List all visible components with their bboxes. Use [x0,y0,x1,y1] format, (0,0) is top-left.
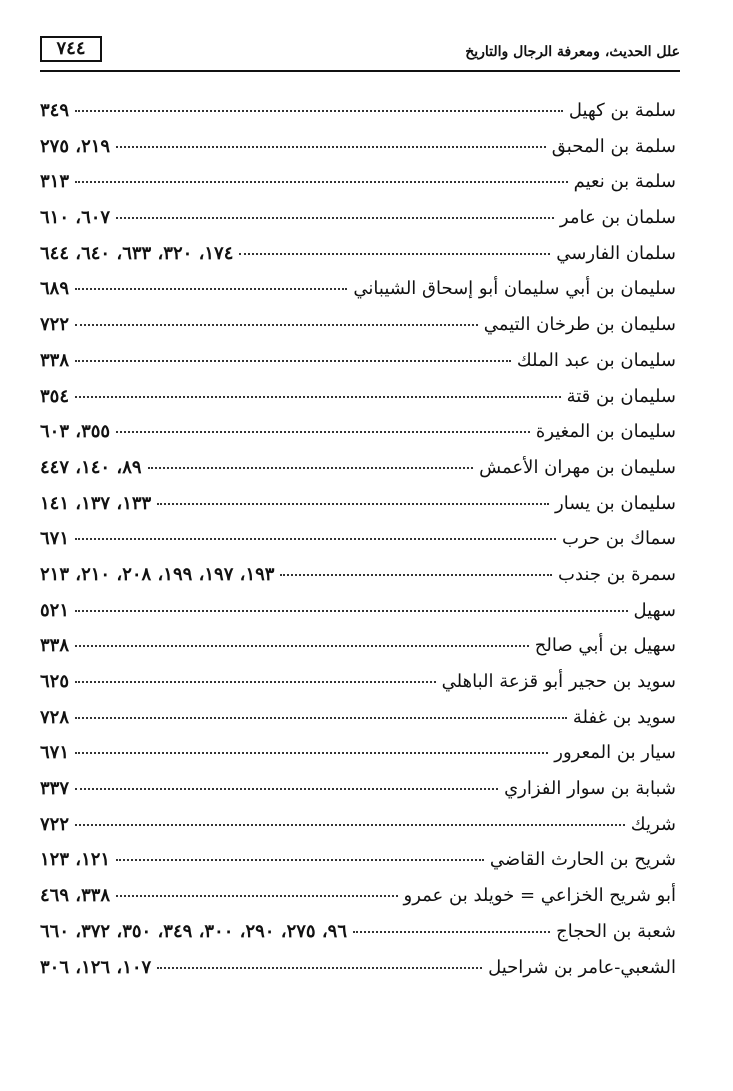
entry-name: سلمة بن نعيم [573,171,676,193]
entry-page-numbers: ٦٢٥ [40,671,70,692]
index-entry [40,814,676,850]
entry-page-numbers: ٣٥٥، ٦٠٣ [40,421,111,443]
entry-page-numbers: ١٣٣، ١٣٧، ١٤١ [40,492,152,514]
dot-leader [116,431,530,433]
index-entry [40,564,676,600]
index-entry [40,885,676,921]
dot-leader [75,360,511,362]
entry-name: سماك بن حرب [562,528,676,550]
entry-page-numbers: ٣٣٨ [40,635,70,657]
index-entry [40,100,676,136]
entry-page-numbers: ٧٢٨ [40,706,70,728]
dot-leader [75,110,563,112]
entry-name: سليمان بن طرخان التيمي [483,314,676,336]
entry-name: سمرة بن جندب [558,563,676,585]
dot-leader [75,396,561,398]
entry-name: سليمان بن عبد الملك [516,349,676,371]
entry-name: سليمان بن مهران الأعمش [479,456,676,478]
entry-name: سلمان بن عامر [559,207,676,229]
entry-name: شريح بن الحارث القاضي [489,849,676,871]
index-entry [40,386,676,422]
index-entry [40,600,676,636]
entry-name: سلمان الفارسي [556,242,676,264]
index-entry [40,136,676,172]
entry-name: سويد بن حجير أبو قزعة الباهلي [441,671,676,692]
entry-name: شريك [630,813,676,835]
index-entries [40,100,676,992]
entry-name: أبو شريح الخزاعي = خويلد بن عمرو [403,885,676,907]
index-entry [40,742,676,778]
dot-leader [280,574,552,576]
index-entry [40,314,676,350]
entry-name: سليمان بن يسار [555,492,676,514]
dot-leader [116,217,554,219]
index-entry [40,849,676,885]
page-header [40,30,680,66]
entry-page-numbers: ٣٣٨، ٤٦٩ [40,885,111,907]
entry-page-numbers: ٦٧١ [40,528,70,550]
dot-leader [75,645,529,647]
entry-name: سيار بن المعرور [554,742,676,764]
entry-name: سليمان بن أبي سليمان أبو إسحاق الشيباني [353,278,676,300]
entry-page-numbers: ٩٦، ٢٧٥، ٢٩٠، ٣٠٠، ٣٤٩، ٣٥٠، ٣٧٢، ٦٦٠ [40,920,347,942]
entry-name: سلمة بن كهيل [568,100,676,121]
index-entry [40,457,676,493]
dot-leader [75,717,567,719]
dot-leader [116,146,546,148]
entry-name: سليمان بن قتة [566,385,676,407]
entry-name: شعبة بن الحجاج [556,920,676,942]
entry-page-numbers: ٦٧١ [40,742,70,764]
entry-page-numbers: ٣٣٨ [40,349,70,371]
dot-leader [157,967,482,969]
entry-page-numbers: ٢١٩، ٢٧٥ [40,135,111,157]
entry-page-numbers: ١٩٣، ١٩٧، ١٩٩، ٢٠٨، ٢١٠، ٢١٣ [40,563,275,585]
entry-page-numbers: ٣٤٩ [40,100,70,121]
dot-leader [75,824,625,826]
dot-leader [75,788,498,790]
dot-leader [148,467,474,469]
entry-page-numbers: ٧٢٢ [40,813,70,835]
entry-name: سهيل بن أبي صالح [534,635,676,657]
index-entry [40,243,676,279]
entry-name: سليمان بن المغيرة [535,421,676,443]
dot-leader [116,859,484,861]
index-entry [40,278,676,314]
entry-page-numbers: ١٠٧، ١٢٦، ٣٠٦ [40,956,152,978]
dot-leader [75,181,568,183]
dot-leader [353,931,550,933]
index-entry [40,528,676,564]
entry-page-numbers: ٧٢٢ [40,314,70,336]
index-entry [40,671,676,707]
index-entry [40,957,676,993]
index-entry [40,421,676,457]
entry-page-numbers: ٣٣٧ [40,778,70,800]
dot-leader [75,752,548,754]
entry-page-numbers: ٦٠٧، ٦١٠ [40,207,111,229]
dot-leader [75,288,347,290]
index-entry [40,207,676,243]
page-number: ٧٤٤ [40,36,102,62]
header-divider [40,70,680,72]
dot-leader [239,253,550,255]
entry-page-numbers: ٣١٣ [40,171,70,193]
entry-page-numbers: ٥٢١ [40,599,70,621]
index-entry [40,778,676,814]
index-entry [40,493,676,529]
entry-name: سويد بن غفلة [572,706,676,728]
index-entry [40,707,676,743]
index-entry [40,635,676,671]
dot-leader [75,538,556,540]
index-entry [40,350,676,386]
entry-page-numbers: ١٧٤، ٣٢٠، ٦٣٣، ٦٤٠، ٦٤٤ [40,242,234,264]
entry-page-numbers: ٣٥٤ [40,385,70,407]
entry-name: شبابة بن سوار الفزاري [504,778,676,800]
entry-name: سهيل [633,599,676,621]
dot-leader [116,895,397,897]
dot-leader [75,324,478,326]
running-title: علل الحديث، ومعرفة الرجال والتاريخ [465,44,680,60]
entry-page-numbers: ٦٨٩ [40,278,70,300]
dot-leader [75,610,628,612]
index-entry [40,171,676,207]
entry-page-numbers: ٨٩، ١٤٠، ٤٤٧ [40,456,142,478]
index-entry [40,921,676,957]
entry-name: الشعبي-عامر بن شراحيل [488,956,676,978]
dot-leader [157,503,549,505]
entry-page-numbers: ١٢١، ١٢٣ [40,849,111,871]
dot-leader [75,681,436,683]
entry-name: سلمة بن المحبق [551,135,676,157]
